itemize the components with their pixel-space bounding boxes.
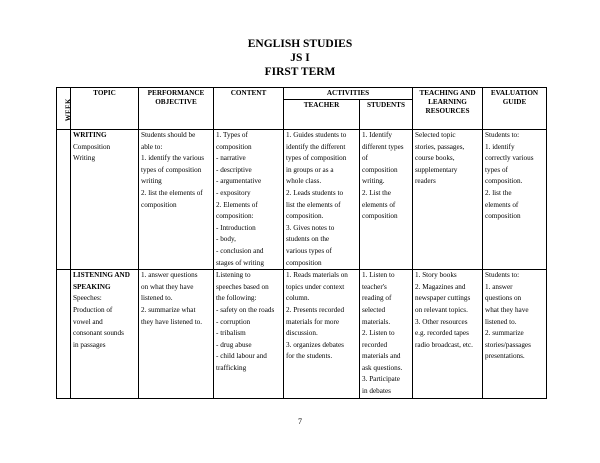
cell-line: listened to. [141, 294, 173, 303]
cell-line: whole class. [286, 177, 322, 186]
cell-line: stages of writing [216, 258, 264, 267]
activities-header: ACTIVITIES [284, 88, 413, 100]
document-title [0, 37, 600, 79]
cell-line: elements of [362, 200, 396, 209]
cell-line: 2. Elements of [216, 200, 258, 209]
cell-line: - drug abuse [216, 340, 252, 349]
cell-line: composition [362, 212, 398, 221]
week-header [57, 88, 71, 130]
cell-line: 1. identify the various [141, 154, 205, 163]
cell-line: what they have [485, 305, 529, 314]
page-number: 7 [298, 417, 302, 426]
cell-line: selected [362, 305, 386, 314]
cell-line: - tribalism [216, 329, 246, 338]
cell-line: questions on [485, 294, 522, 303]
cell-line: 3. Gives notes to [286, 223, 335, 232]
cell-line: stories, passages, [415, 142, 465, 151]
cell-line: 2. Leads students to [286, 188, 344, 197]
table-row [57, 130, 547, 270]
cell-line: - descriptive [216, 165, 252, 174]
cell-line: types of [485, 165, 508, 174]
cell-line: 2. summarize what [141, 305, 196, 314]
table-row [57, 270, 547, 399]
cell-line: materials for more [286, 317, 340, 326]
cell-line: Writing [73, 154, 96, 163]
objective-header: PERFORMANCE OBJECTIVE [139, 88, 214, 130]
cell-line: consonant sounds [73, 329, 124, 338]
cell-line: for the students. [286, 352, 333, 361]
cell-line: on relevant topics. [415, 305, 468, 314]
cell-line: identify the different [286, 142, 346, 151]
cell-line: column. [286, 294, 310, 303]
cell-line: Composition [73, 142, 111, 151]
cell-line: 1. answer questions [141, 271, 198, 280]
content-cell [214, 130, 284, 270]
cell-line: composition. [286, 212, 324, 221]
week-header-label: WEEK [64, 98, 73, 122]
objective-cell [139, 130, 214, 270]
cell-line: elements of [485, 200, 519, 209]
cell-line: Students to: [485, 131, 520, 139]
objective-cell [139, 270, 214, 399]
cell-line: 1. Types of [216, 131, 248, 139]
cell-line: Speeches: [73, 294, 102, 303]
cell-line: topics under context [286, 282, 345, 291]
week-cell [57, 130, 71, 270]
cell-line: in groups or as a [286, 165, 334, 174]
cell-line: 3. Participate [362, 375, 400, 384]
cell-line: they have listened to. [141, 317, 203, 326]
cell-line: types of composition [286, 154, 347, 163]
cell-line: radio broadcast, etc. [415, 340, 473, 349]
cell-line: able to: [141, 142, 163, 151]
cell-line: the following: [216, 294, 257, 303]
cell-line: 2. Listen to [362, 329, 395, 338]
cell-line: composition [485, 212, 521, 221]
cell-line: various types of [286, 246, 332, 255]
cell-line: composition: [216, 212, 254, 221]
cell-line: - Introduction [216, 223, 256, 232]
cell-line: e.g. recorded tapes [415, 329, 469, 338]
cell-line: list the elements of [286, 200, 341, 209]
cell-line: LISTENING AND [73, 271, 130, 280]
cell-line: composition [362, 165, 398, 174]
cell-line: ask questions. [362, 363, 403, 372]
cell-line: 2. list the [485, 188, 512, 197]
resources-header: TEACHING AND LEARNING RESOURCES [413, 88, 483, 130]
cell-line: 2. list the elements of [141, 188, 203, 197]
cell-line: in passages [73, 340, 106, 349]
topic-cell [71, 130, 139, 270]
cell-line: 1. Identify [362, 131, 392, 139]
cell-line: 2. Magazines and [415, 282, 466, 291]
cell-line: - child labour and [216, 352, 267, 361]
cell-line: 2. Presents recorded [286, 305, 345, 314]
cell-line: - argumentative [216, 177, 262, 186]
cell-line: 1. answer [485, 282, 513, 291]
cell-line: teacher's [362, 282, 387, 291]
cell-line: 3. Other resources [415, 317, 468, 326]
students-cell [360, 270, 413, 399]
cell-line: speeches based on [216, 282, 269, 291]
cell-line: discussion. [286, 329, 318, 338]
cell-line: 1. Guides students to [286, 131, 347, 139]
topic-header: TOPIC [71, 88, 139, 130]
cell-line: reading of [362, 294, 392, 303]
cell-line: presentations. [485, 352, 525, 361]
cell-line: - body, [216, 235, 236, 244]
evaluation-header: EVALUATION GUIDE [483, 88, 547, 130]
cell-line: - safety on the roads [216, 305, 275, 314]
cell-line: - corruption [216, 317, 251, 326]
cell-line: composition. [485, 177, 523, 186]
content-cell [214, 270, 284, 399]
topic-cell [71, 270, 139, 399]
cell-line: writing. [362, 177, 385, 186]
cell-line: Production of [73, 305, 113, 314]
cell-line: stories/passages [485, 340, 531, 349]
cell-line: supplementary [415, 165, 458, 174]
cell-line: - narrative [216, 154, 246, 163]
teacher-header: TEACHER [284, 100, 360, 130]
cell-line: 2. summarize [485, 329, 524, 338]
scheme-of-work-table [56, 87, 547, 399]
cell-line: on what they have [141, 282, 194, 291]
cell-line: composition [141, 200, 177, 209]
cell-line: readers [415, 177, 436, 186]
cell-line: course books, [415, 154, 455, 163]
cell-line: vowel and [73, 317, 103, 326]
teacher-cell [284, 270, 360, 399]
cell-line: 1. identify [485, 142, 515, 151]
cell-line: listened to. [485, 317, 517, 326]
cell-line: WRITING [73, 131, 107, 139]
title-class: JS I [290, 52, 310, 64]
cell-line: 1. Story books [415, 271, 457, 280]
content-header: CONTENT [214, 88, 284, 130]
title-term: FIRST TERM [264, 66, 336, 78]
students-cell [360, 130, 413, 270]
cell-line: - expository [216, 188, 251, 197]
cell-line: materials. [362, 317, 391, 326]
cell-line: correctly various [485, 154, 534, 163]
cell-line: 1. Reads materials on [286, 271, 348, 280]
week-cell [57, 270, 71, 399]
cell-line: Listening to [216, 271, 251, 280]
resources-cell [413, 130, 483, 270]
cell-line: of [362, 154, 368, 163]
cell-line: recorded [362, 340, 388, 349]
evaluation-cell [483, 130, 547, 270]
cell-line: composition [286, 258, 322, 267]
cell-line: newspaper cuttings [415, 294, 471, 303]
cell-line: composition [216, 142, 252, 151]
cell-line: different types [362, 142, 404, 151]
cell-line: SPEAKING [73, 282, 111, 291]
teacher-cell [284, 130, 360, 270]
cell-line: writing [141, 177, 162, 186]
cell-line: in debates [362, 387, 391, 396]
cell-line: types of composition [141, 165, 202, 174]
cell-line: 3. organizes debates [286, 340, 344, 349]
cell-line: - conclusion and [216, 246, 264, 255]
evaluation-cell [483, 270, 547, 399]
cell-line: Students should be [141, 131, 196, 139]
cell-line: trafficking [216, 363, 247, 372]
cell-line: Students to: [485, 271, 520, 280]
cell-line: 1. Listen to [362, 271, 395, 280]
cell-line: students on the [286, 235, 330, 244]
cell-line: materials and [362, 352, 401, 361]
cell-line: Selected topic [415, 131, 456, 139]
cell-line: 2. List the [362, 188, 391, 197]
resources-cell [413, 270, 483, 399]
students-header: STUDENTS [360, 100, 413, 130]
title-subject: ENGLISH STUDIES [247, 38, 353, 50]
